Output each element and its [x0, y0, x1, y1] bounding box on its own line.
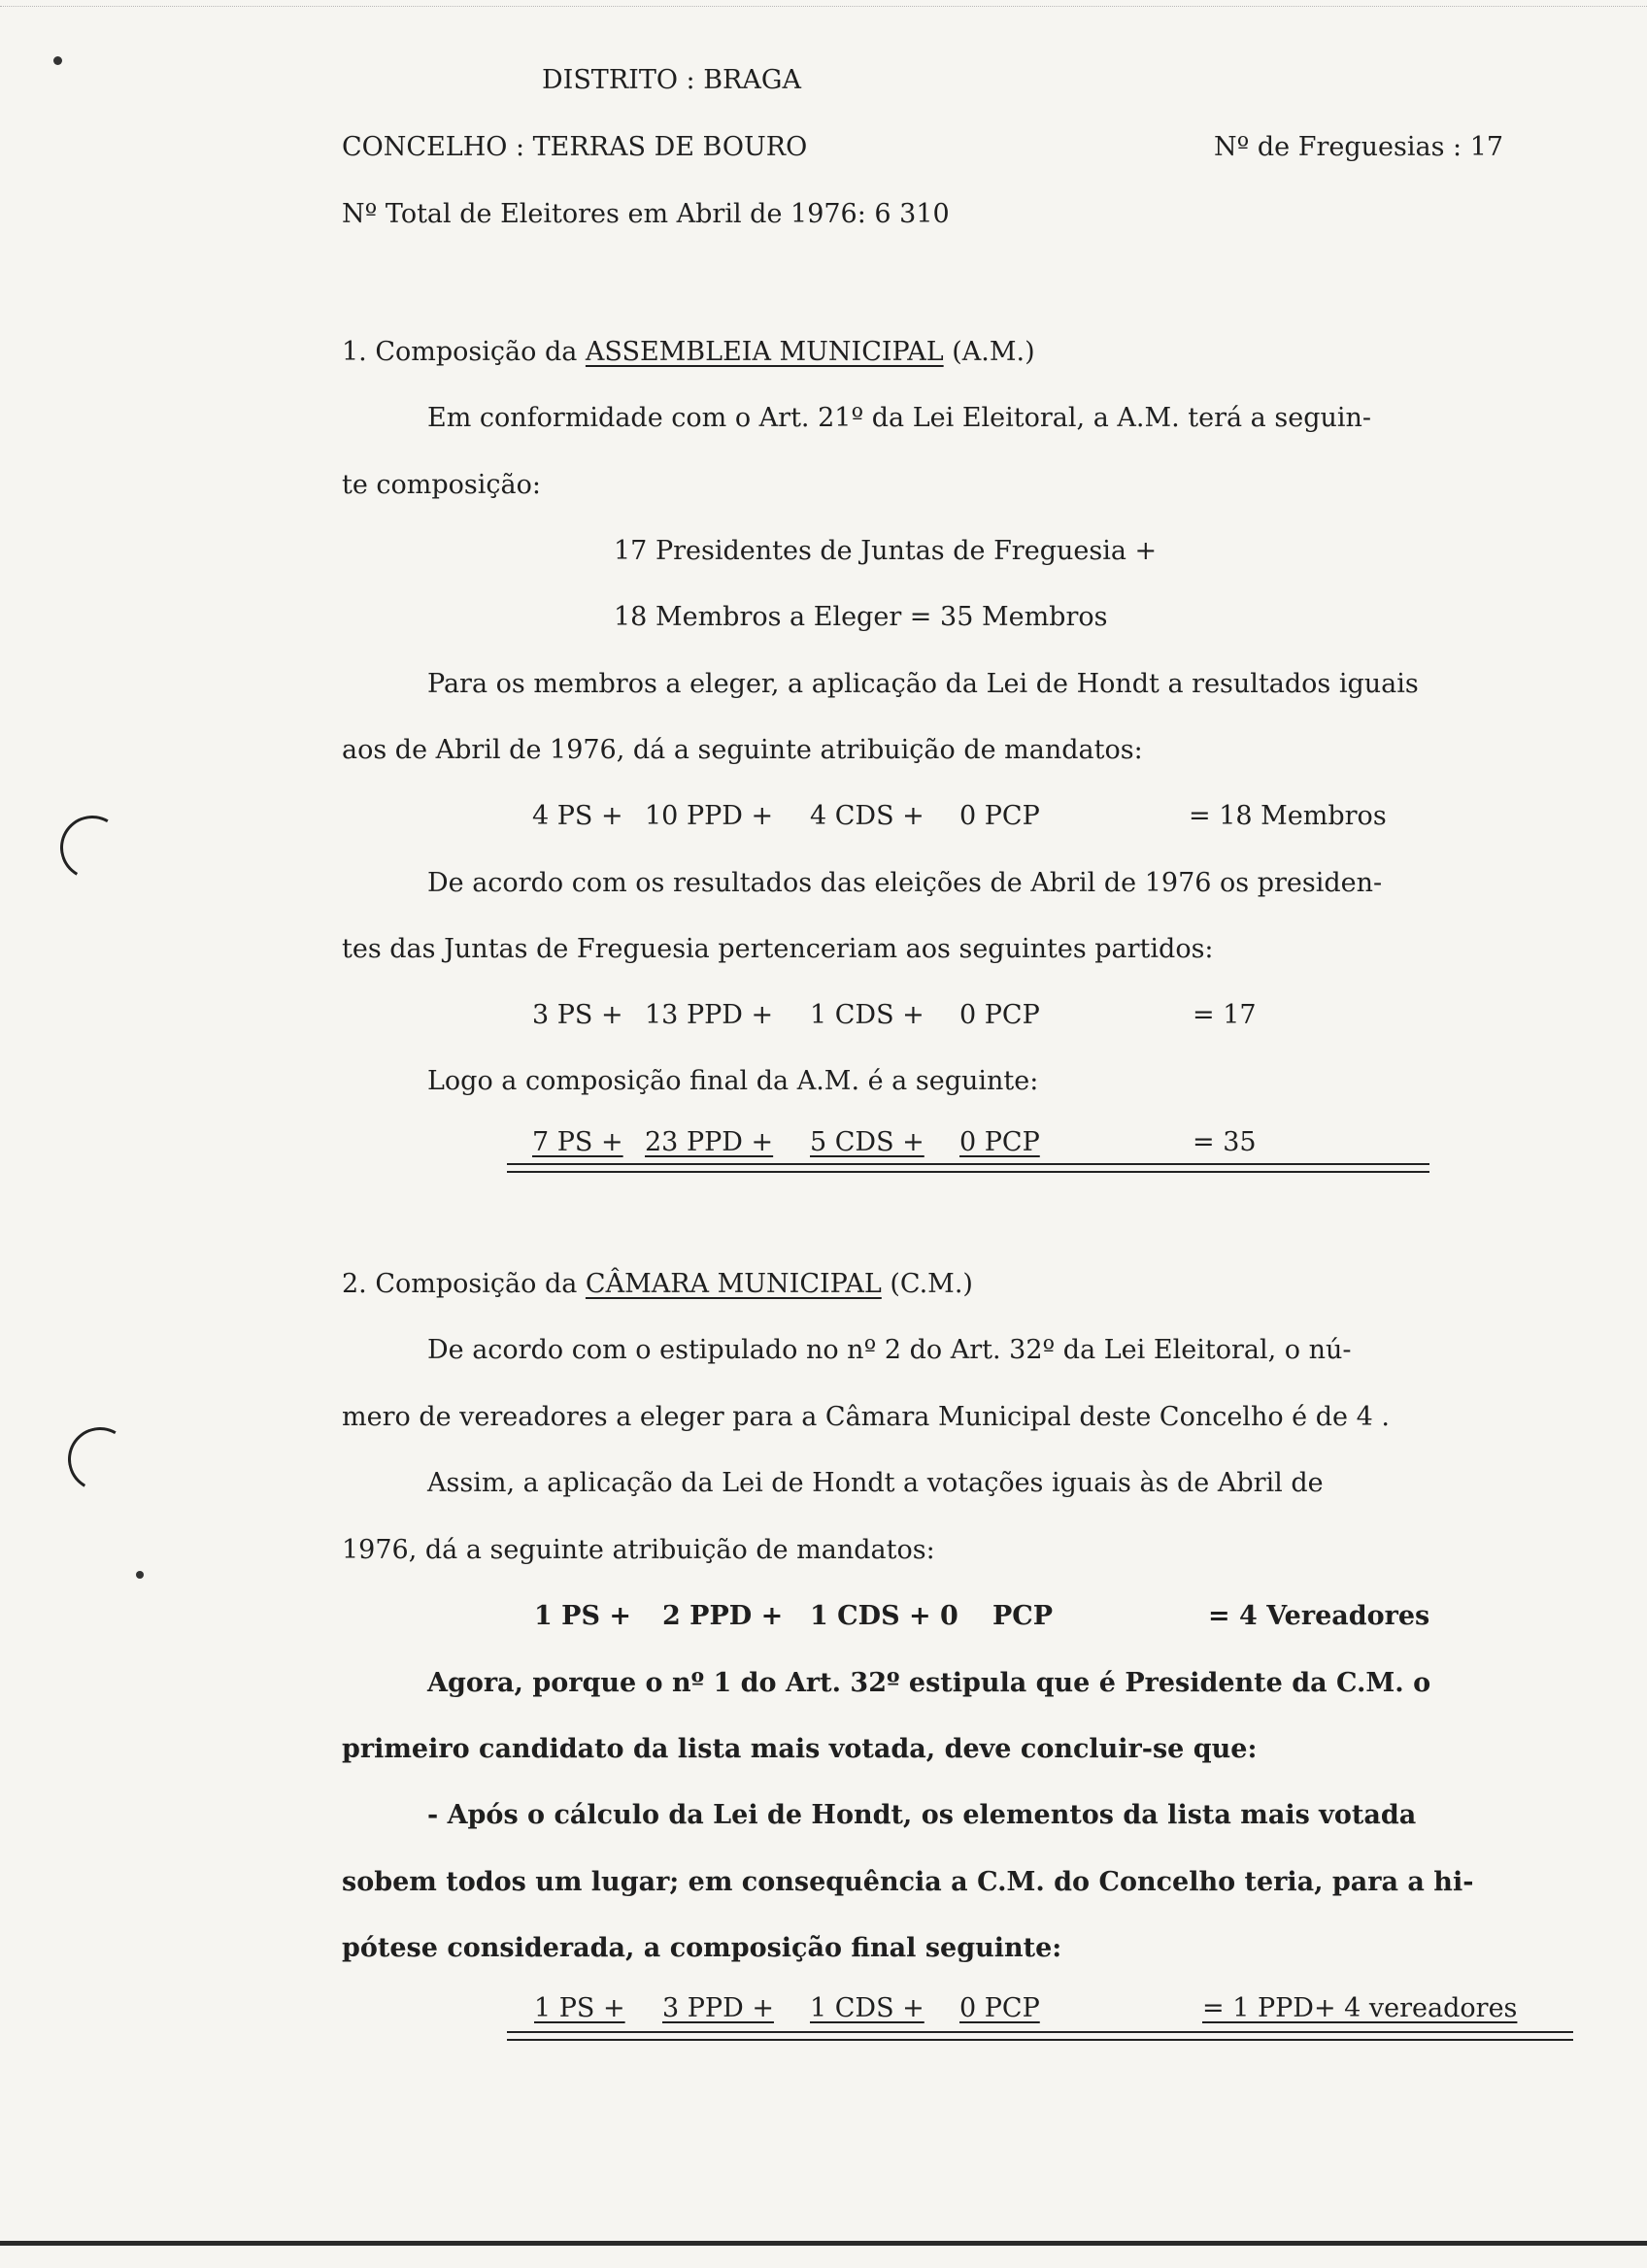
composition-line-2: 18 Membros a Eleger = 35 Membros — [614, 602, 1108, 632]
section-2-paragraph-4-line-2: sobem todos um lugar; em consequência a C.M. do Concelho teria, para a hi- — [342, 1867, 1474, 1897]
cm-mandates-ps: 1 PS + — [534, 1601, 632, 1631]
section-2-paragraph-1-line-1: De acordo com o estipulado no nº 2 do Art. 32º da Lei Eleitoral, o nú- — [427, 1335, 1352, 1365]
section-2-paragraph-3-line-2: primeiro candidato da lista mais votada, deve concluir-se que: — [342, 1734, 1258, 1764]
parish-count: Nº de Freguesias : 17 — [1214, 132, 1504, 162]
am-final-cds: 5 CDS + — [810, 1127, 924, 1157]
section-1-paragraph-3-line-2: tes das Juntas de Freguesia pertenceriam aos seguintes partidos: — [342, 934, 1214, 964]
am-final-ps: 7 PS + — [532, 1127, 623, 1157]
district-line: DISTRITO : BRAGA — [542, 65, 801, 95]
composition-line-1: 17 Presidentes de Juntas de Freguesia + — [614, 536, 1158, 566]
presidents-cds: 1 CDS + — [810, 1000, 924, 1030]
am-final-total: = 35 — [1193, 1127, 1257, 1157]
section-2-heading-title: CÂMARA MUNICIPAL — [585, 1269, 882, 1299]
section-2-paragraph-2-line-2: 1976, dá a seguinte atribuição de mandatos: — [342, 1535, 935, 1565]
section-1-paragraph-2-line-2: aos de Abril de 1976, dá a seguinte atribuição de mandatos: — [342, 735, 1143, 765]
cm-mandates-ppd: 2 PPD + — [662, 1601, 784, 1631]
section-2-heading-prefix: 2. Composição da — [342, 1269, 586, 1299]
scan-speck — [136, 1571, 144, 1579]
section-2-paragraph-1-line-2: mero de vereadores a eleger para a Câmara Municipal deste Concelho é de 4 . — [342, 1402, 1390, 1432]
section-1-paragraph-1-line-2: te composição: — [342, 470, 541, 500]
section-1-paragraph-4: Logo a composição final da A.M. é a seguinte: — [427, 1066, 1039, 1096]
scan-edge-noise — [0, 6, 1647, 7]
am-elected-ppd: 10 PPD + — [645, 801, 774, 831]
section-1-paragraph-3-line-1: De acordo com os resultados das eleições de Abril de 1976 os presiden- — [427, 868, 1383, 898]
presidents-pcp: 0 PCP — [959, 1000, 1040, 1030]
am-elected-pcp: 0 PCP — [959, 801, 1040, 831]
section-1-heading-suffix: (A.M.) — [943, 337, 1035, 367]
section-1-heading-prefix: 1. Composição da — [342, 337, 586, 367]
page-bottom-rule — [0, 2241, 1647, 2246]
cm-final-total: = 1 PPD+ 4 vereadores — [1202, 1993, 1518, 2023]
am-final-pcp: 0 PCP — [959, 1127, 1040, 1157]
section-1-heading — [342, 336, 1035, 369]
total-voters-line: Nº Total de Eleitores em Abril de 1976: 6 310 — [342, 199, 950, 229]
section-1-paragraph-2-line-1: Para os membros a eleger, a aplicação da Lei de Hondt a resultados iguais — [427, 669, 1419, 699]
punch-hole-mark — [61, 1420, 140, 1499]
presidents-ppd: 13 PPD + — [645, 1000, 774, 1030]
punch-hole-mark — [53, 809, 132, 887]
am-elected-total: = 18 Membros — [1189, 801, 1387, 831]
am-elected-ps: 4 PS + — [532, 801, 623, 831]
cm-final-ppd: 3 PPD + — [662, 1993, 774, 2023]
cm-mandates-pcp: PCP — [992, 1601, 1054, 1631]
scan-speck — [53, 56, 62, 65]
cm-final-ps: 1 PS + — [534, 1993, 625, 2023]
presidents-ps: 3 PS + — [532, 1000, 623, 1030]
cm-final-double-rule — [507, 2031, 1573, 2041]
am-final-ppd: 23 PPD + — [645, 1127, 774, 1157]
municipality-line: CONCELHO : TERRAS DE BOURO — [342, 132, 808, 162]
section-2-heading — [342, 1268, 973, 1301]
presidents-total: = 17 — [1193, 1000, 1257, 1030]
am-final-double-rule — [507, 1163, 1429, 1173]
cm-final-pcp: 0 PCP — [959, 1993, 1040, 2023]
section-2-paragraph-3-line-1: Agora, porque o nº 1 do Art. 32º estipula que é Presidente da C.M. o — [427, 1668, 1431, 1698]
section-2-paragraph-4-line-3: pótese considerada, a composição final seguinte: — [342, 1933, 1062, 1963]
am-elected-cds: 4 CDS + — [810, 801, 924, 831]
cm-final-cds: 1 CDS + — [810, 1993, 924, 2023]
section-2-paragraph-2-line-1: Assim, a aplicação da Lei de Hondt a votações iguais às de Abril de — [427, 1468, 1324, 1498]
section-2-paragraph-4-line-1: - Após o cálculo da Lei de Hondt, os elementos da lista mais votada — [427, 1800, 1417, 1830]
section-1-heading-title: ASSEMBLEIA MUNICIPAL — [585, 337, 944, 367]
section-2-heading-suffix: (C.M.) — [881, 1269, 973, 1299]
section-1-paragraph-1-line-1: Em conformidade com o Art. 21º da Lei Eleitoral, a A.M. terá a seguin- — [427, 403, 1372, 433]
cm-mandates-cds: 1 CDS + 0 — [810, 1601, 958, 1631]
cm-mandates-total: = 4 Vereadores — [1208, 1601, 1430, 1631]
